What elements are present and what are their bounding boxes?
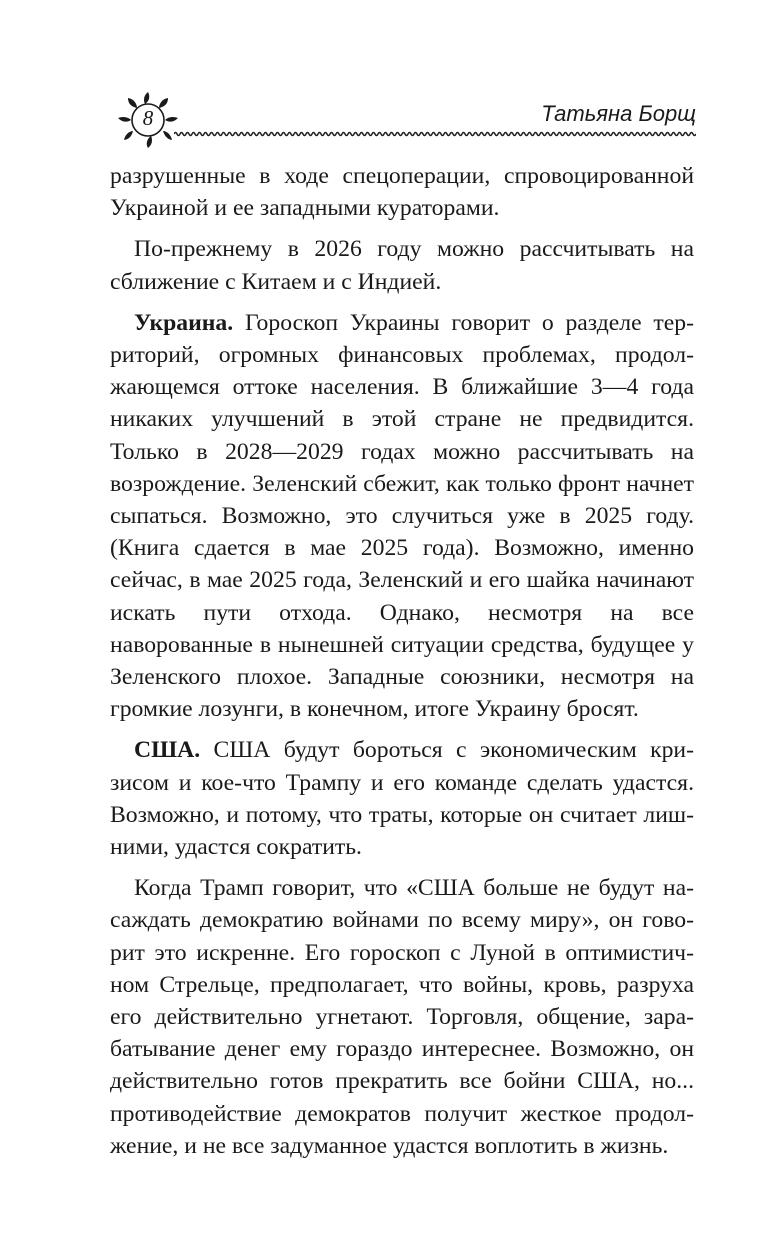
paragraph-continuation <box>110 160 694 224</box>
paragraph-usa <box>110 734 694 863</box>
paragraph-text: Когда Трамп говорит, что «США больше не будут насаждать демократию войнами по всему миру», он говорит это искренне. Его гороскоп с Луной в оптимистичном Стрельце, предполагает, что войны, кровь, разруха его действительно угнетают. Торговля, общение, зарабатывание денег ему гораздо интереснее. Возможно, он действительно готов прекратить все бойни США, но... противодействие демократов получит жесткое продолжение, и не все задуманное удастся воплотить в жизнь. <box>110 875 694 1159</box>
page-text <box>110 160 694 1171</box>
page-header <box>110 88 696 148</box>
paragraph-china-india <box>110 233 694 297</box>
page-number: 8 <box>142 106 154 130</box>
wavy-rule-divider <box>174 129 696 139</box>
paragraph-trump <box>110 872 694 1162</box>
paragraph-text: разрушенные в ходе спецоперации, спровоцированной Украиной и ее западными кураторами. <box>110 163 694 222</box>
paragraph-text: По-прежнему в 2026 году можно рассчитывать на сближение с Китаем и с Индией. <box>110 236 694 295</box>
paragraph-text: США будут бороться с экономическим кризисом и кое-что Трампу и его команде сделать удастся. Возможно, и потому, что траты, которые он считает лишними, удастся сократить. <box>110 737 694 861</box>
paragraph-lead: США. <box>134 737 201 764</box>
paragraph-lead: Украина. <box>134 309 234 336</box>
paragraph-text: Гороскоп Украины говорит о разделе территорий, огромных финансовых проблемах, продолжающемся оттоке населения. В ближайшие 3—4 года никаких улучшений в этой стране не предвидится. Только в 2028—2029 годах можно рассчитывать на возрождение. Зеленский сбежит, как только фронт начнет сыпаться. Возможно, это случиться уже в 2025 году. (Книга сдается в мае 2025 года). Возможно, именно сейчас, в мае 2025 года, Зеленский и его шайка начинают искать пути отхода. Однако, несмотря на все наворованные в нынешней ситуации средства, будущее у Зеленского плохое. Западные союзники, несмотря на громкие лозунги, в конечном, итоге Украину бросят. <box>110 309 694 723</box>
paragraph-ukraine <box>110 307 694 726</box>
running-title: Татьяна Борщ <box>541 101 696 126</box>
